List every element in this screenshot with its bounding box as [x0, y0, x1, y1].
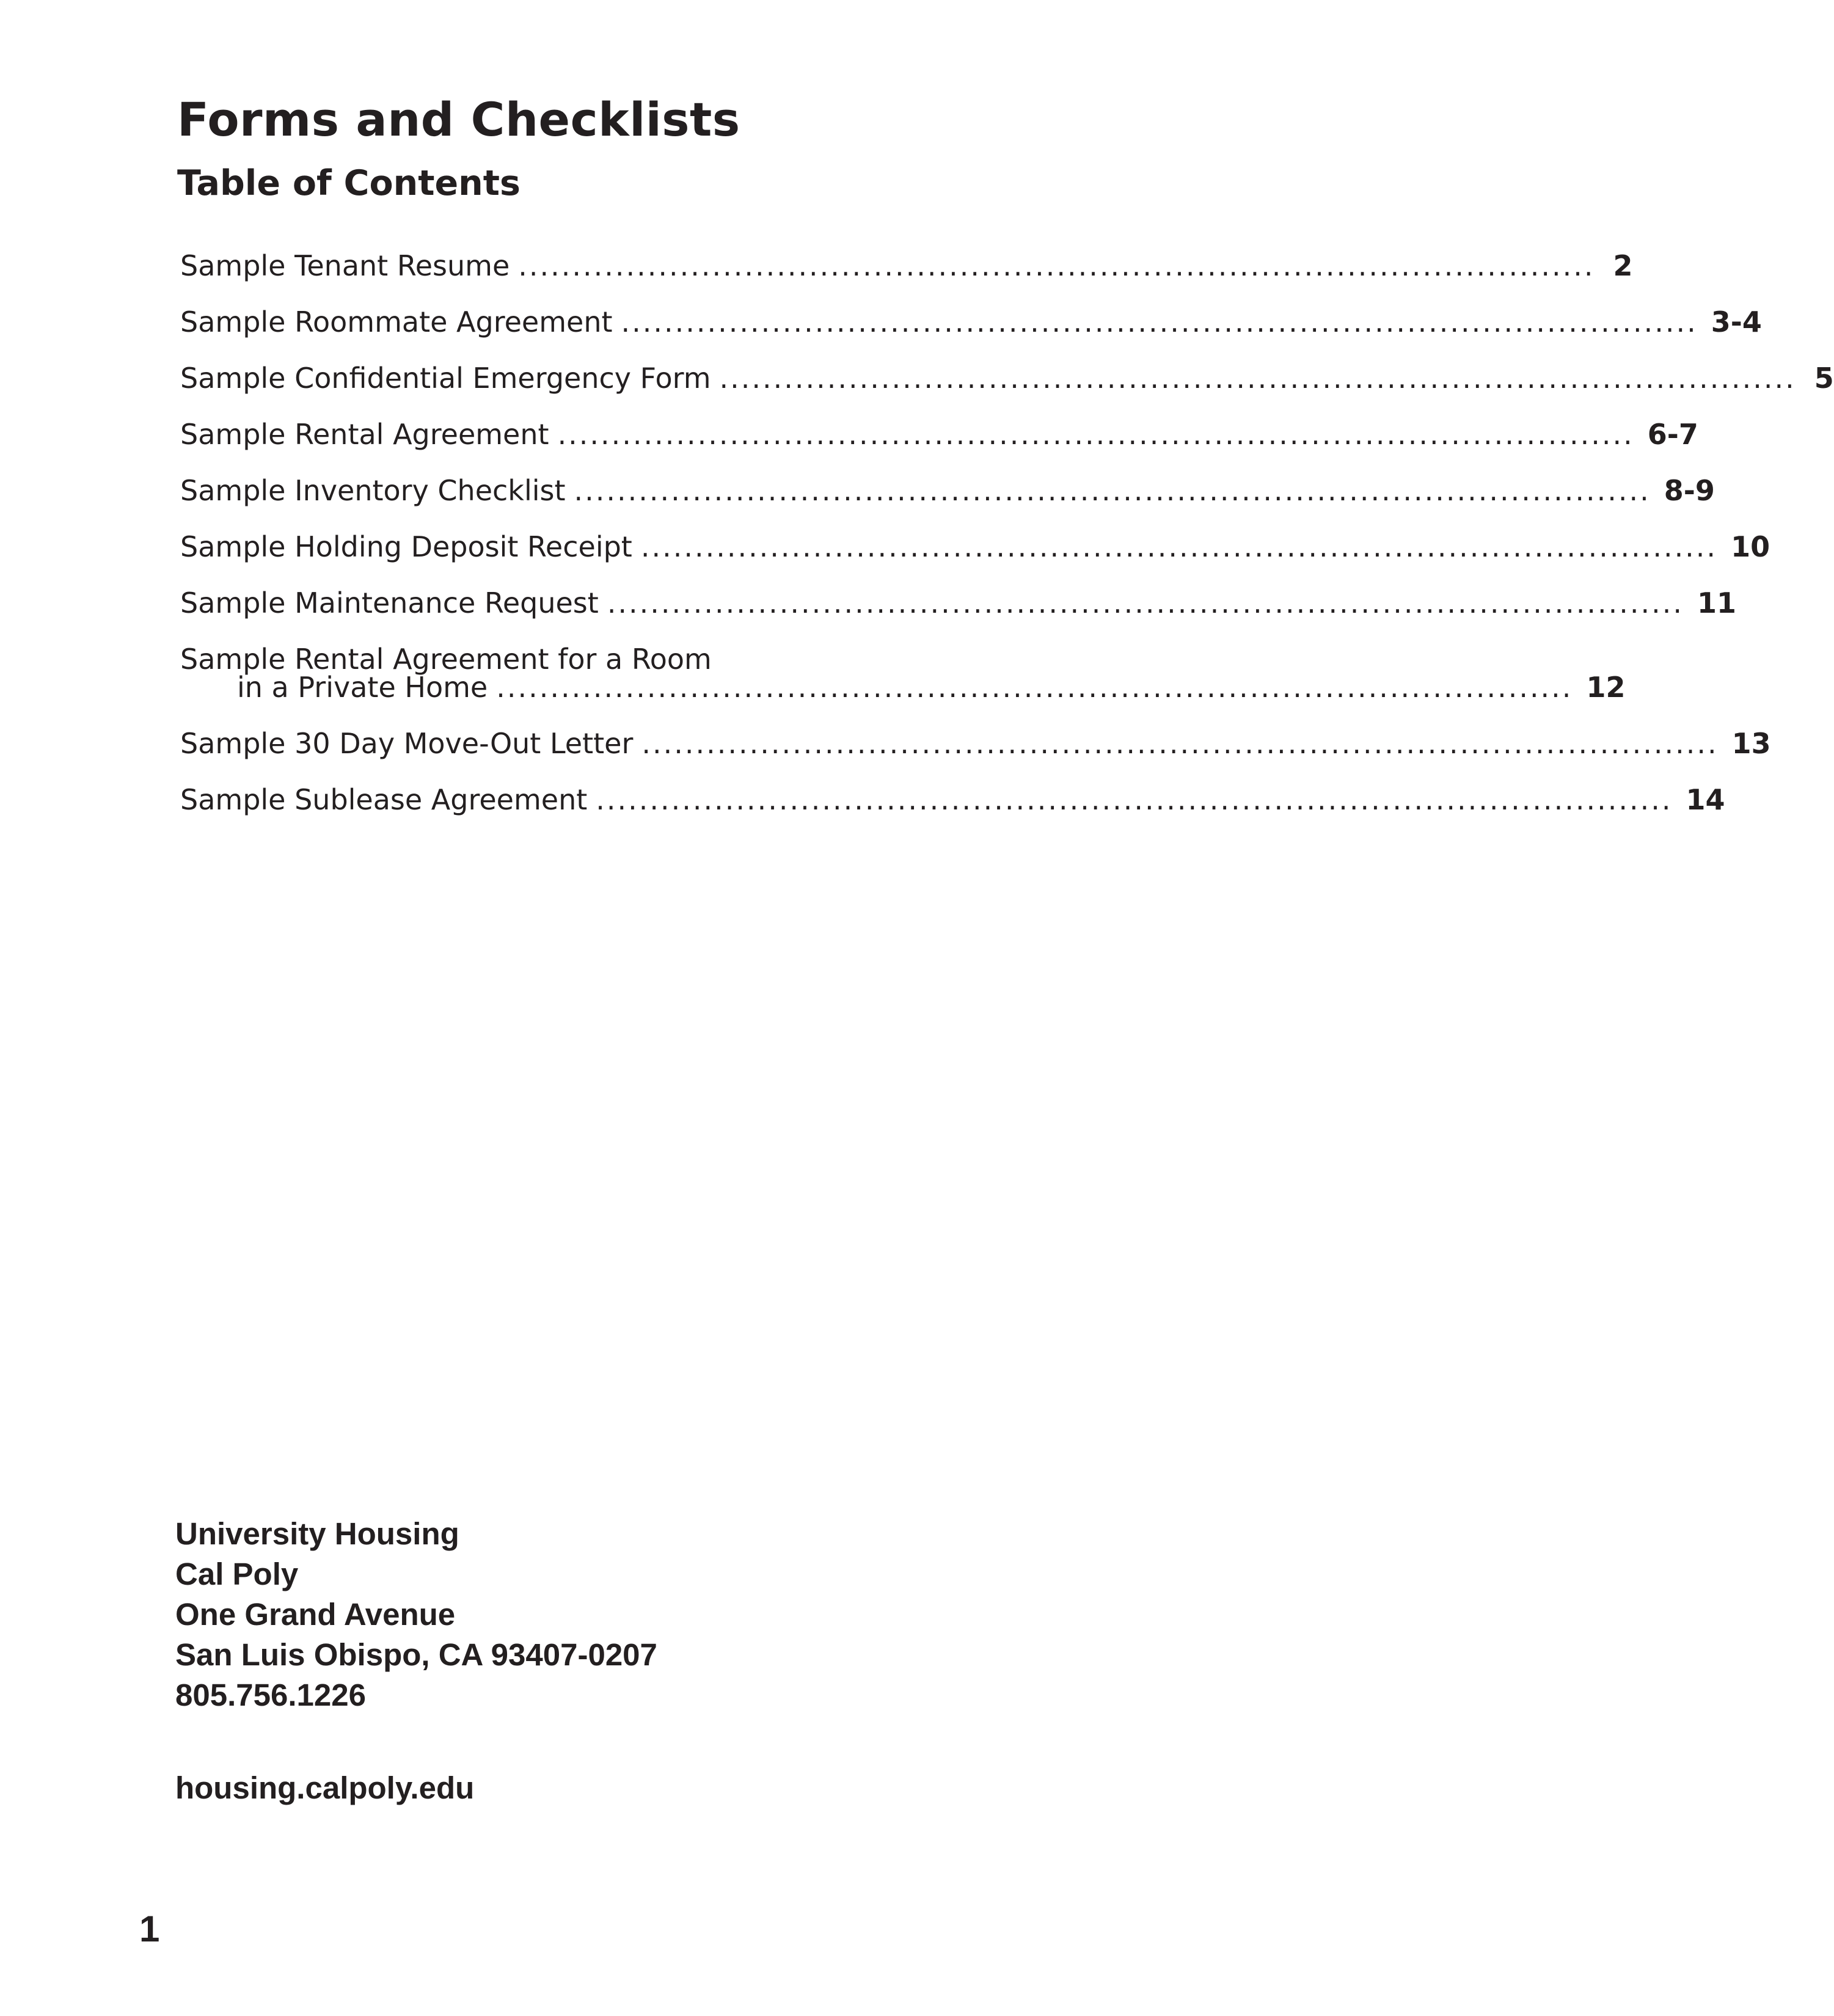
- contact-address: [175, 1514, 657, 1715]
- toc-entry-label: Sample Roommate Agreement: [180, 305, 613, 338]
- toc-entry-move-out-letter[interactable]: [180, 727, 1771, 760]
- dot-leader: ....................................................................................................: [607, 586, 1684, 619]
- city-state-zip: San Luis Obispo, CA 93407-0207: [175, 1637, 657, 1672]
- dot-leader: ....................................................................................................: [640, 530, 1718, 563]
- phone-number: 805.756.1226: [175, 1678, 366, 1712]
- toc-entry-emergency-form[interactable]: [180, 362, 1834, 395]
- toc-entry-page: 8-9: [1664, 474, 1715, 507]
- toc-entry-label: Sample 30 Day Move-Out Letter: [180, 727, 634, 760]
- toc-entry-sublease-agreement[interactable]: [180, 783, 1725, 816]
- website-link[interactable]: housing.calpoly.edu: [175, 1770, 475, 1805]
- dot-leader: ....................................................................................................: [574, 474, 1651, 507]
- toc-entry-page: 11: [1697, 586, 1737, 619]
- toc-entry-page: 14: [1686, 783, 1725, 816]
- dot-leader: ....................................................................................................: [496, 671, 1573, 704]
- toc-entry-page: 13: [1731, 727, 1771, 760]
- toc-entry-label: Sample Inventory Checklist: [180, 474, 566, 507]
- toc-entry-page: 5: [1814, 362, 1834, 395]
- toc-entry-page: 10: [1731, 530, 1770, 563]
- dot-leader: ....................................................................................................: [518, 249, 1595, 282]
- toc-entry-page: 3-4: [1711, 305, 1762, 338]
- dot-leader: ....................................................................................................: [641, 727, 1719, 760]
- dot-leader: ....................................................................................................: [557, 418, 1634, 451]
- toc-entry-page: 2: [1613, 249, 1633, 282]
- toc-entry-label: Sample Maintenance Request: [180, 586, 599, 619]
- toc-entry-label: Sample Sublease Agreement: [180, 783, 588, 816]
- page-number: 1: [139, 1908, 160, 1949]
- toc-entry-page: 6-7: [1647, 418, 1698, 451]
- toc-entry-room-rental-agreement[interactable]: [180, 643, 1626, 704]
- toc-entry-label: Sample Rental Agreement: [180, 418, 549, 451]
- toc-entry-roommate-agreement[interactable]: [180, 305, 1762, 338]
- dot-leader: ....................................................................................................: [621, 305, 1698, 338]
- toc-entry-label: Sample Holding Deposit Receipt: [180, 530, 632, 563]
- toc-entry-label: Sample Tenant Resume: [180, 249, 510, 282]
- university-name: Cal Poly: [175, 1557, 299, 1591]
- toc-entry-tenant-resume[interactable]: [180, 249, 1633, 282]
- dot-leader: ....................................................................................................: [596, 783, 1673, 816]
- street-address: One Grand Avenue: [175, 1597, 456, 1632]
- toc-entry-label-continued: in a Private Home: [237, 671, 488, 704]
- toc-entry-label: Sample Confidential Emergency Form: [180, 362, 711, 395]
- table-of-contents: [180, 249, 1834, 842]
- toc-heading: Table of Contents: [177, 163, 521, 203]
- toc-entry-rental-agreement[interactable]: [180, 418, 1698, 451]
- toc-entry-page: 12: [1586, 671, 1626, 704]
- dot-leader: ....................................................................................................: [719, 362, 1796, 395]
- toc-entry-inventory-checklist[interactable]: [180, 474, 1715, 507]
- toc-entry-maintenance-request[interactable]: [180, 586, 1737, 619]
- page-title: Forms and Checklists: [177, 92, 740, 147]
- department-name: University Housing: [175, 1516, 459, 1551]
- toc-entry-holding-deposit-receipt[interactable]: [180, 530, 1770, 563]
- toc-entry-label: Sample Rental Agreement for a Room: [180, 643, 712, 676]
